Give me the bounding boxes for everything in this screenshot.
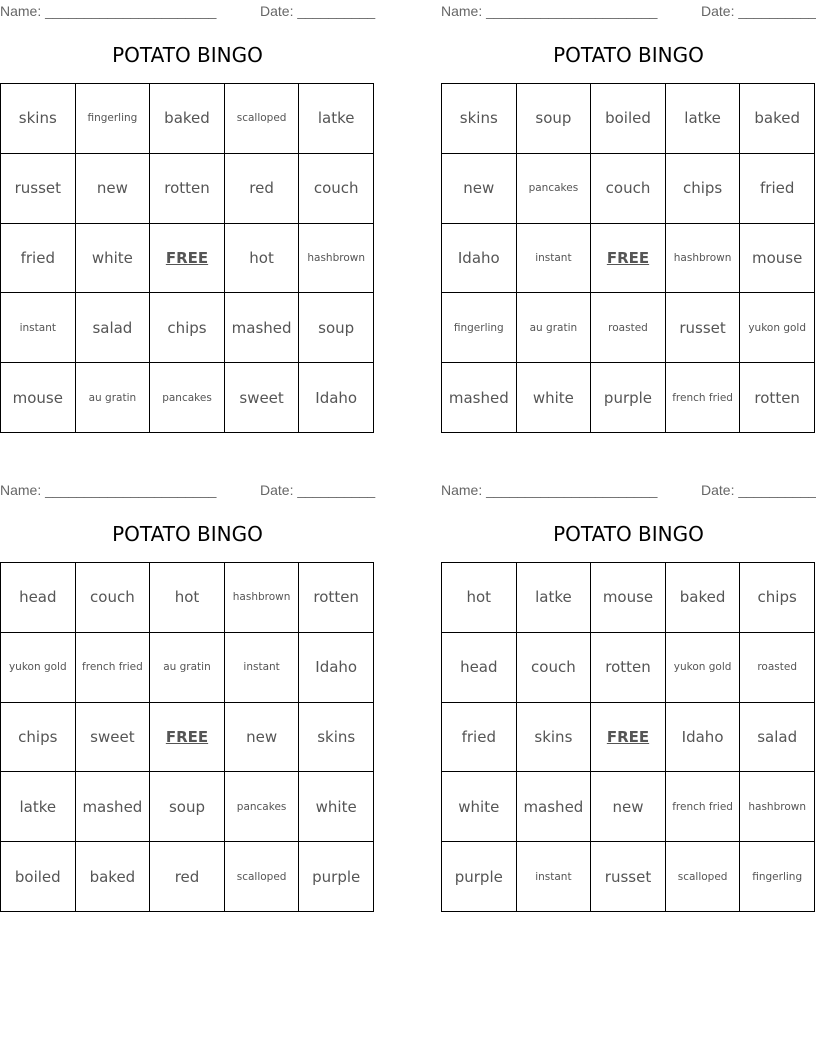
bingo-cell: baked <box>150 84 225 154</box>
bingo-cell: white <box>76 224 151 294</box>
bingo-cell: hashbrown <box>666 224 741 294</box>
bingo-cell: latke <box>517 563 592 633</box>
bingo-cell: salad <box>76 293 151 363</box>
bingo-cell: mouse <box>740 224 815 294</box>
bingo-cell: skins <box>299 703 374 773</box>
bingo-cell: sweet <box>225 363 300 433</box>
bingo-cell: purple <box>299 842 374 912</box>
bingo-cell: instant <box>1 293 76 363</box>
bingo-cell: russet <box>1 154 76 224</box>
bingo-cell: pancakes <box>225 772 300 842</box>
bingo-cell: couch <box>517 633 592 703</box>
bingo-cell: au gratin <box>150 633 225 703</box>
bingo-cell: new <box>225 703 300 773</box>
bingo-cell: new <box>591 772 666 842</box>
bingo-cell: sweet <box>76 703 151 773</box>
bingo-cell: red <box>150 842 225 912</box>
bingo-cell: skins <box>1 84 76 154</box>
bingo-cell: baked <box>666 563 741 633</box>
bingo-cell: scalloped <box>225 84 300 154</box>
bingo-cell: purple <box>442 842 517 912</box>
bingo-cell: Idaho <box>666 703 741 773</box>
bingo-cell: french fried <box>666 772 741 842</box>
bingo-cell: yukon gold <box>666 633 741 703</box>
bingo-cell: au gratin <box>76 363 151 433</box>
bingo-cell: mouse <box>591 563 666 633</box>
bingo-cell: hot <box>225 224 300 294</box>
bingo-cell: fingerling <box>76 84 151 154</box>
bingo-cell: latke <box>299 84 374 154</box>
bingo-cell: scalloped <box>225 842 300 912</box>
bingo-cell: Idaho <box>442 224 517 294</box>
bingo-cell: white <box>442 772 517 842</box>
bingo-cell: mashed <box>517 772 592 842</box>
name-field-label: Name: ______________________ <box>441 482 658 498</box>
bingo-card <box>0 0 375 440</box>
card-header <box>0 479 375 501</box>
bingo-cell: latke <box>1 772 76 842</box>
bingo-cell: couch <box>76 563 151 633</box>
bingo-cell: yukon gold <box>1 633 76 703</box>
date-field-label: Date: __________ <box>701 3 816 19</box>
bingo-cell: boiled <box>1 842 76 912</box>
bingo-cell: russet <box>591 842 666 912</box>
bingo-cell: hot <box>442 563 517 633</box>
bingo-cell: rotten <box>591 633 666 703</box>
card-title: POTATO BINGO <box>112 522 263 546</box>
bingo-cell: mouse <box>1 363 76 433</box>
bingo-cell: mashed <box>76 772 151 842</box>
bingo-cell: french fried <box>666 363 741 433</box>
card-title: POTATO BINGO <box>112 43 263 67</box>
card-title: POTATO BINGO <box>553 43 704 67</box>
bingo-cell: rotten <box>740 363 815 433</box>
bingo-cell: couch <box>299 154 374 224</box>
card-header <box>441 479 816 501</box>
bingo-cell: fried <box>740 154 815 224</box>
free-space-cell: FREE <box>150 703 225 773</box>
bingo-cell: fingerling <box>740 842 815 912</box>
bingo-cell: hashbrown <box>225 563 300 633</box>
bingo-cell: instant <box>517 842 592 912</box>
bingo-cell: fried <box>442 703 517 773</box>
bingo-cell: head <box>1 563 76 633</box>
bingo-cell: instant <box>517 224 592 294</box>
bingo-cell: rotten <box>299 563 374 633</box>
bingo-cell: au gratin <box>517 293 592 363</box>
date-field-label: Date: __________ <box>260 3 376 19</box>
free-space-cell: FREE <box>591 703 666 773</box>
bingo-cell: couch <box>591 154 666 224</box>
name-field-label: Name: ______________________ <box>0 3 217 19</box>
bingo-card <box>0 479 375 919</box>
bingo-cell: new <box>76 154 151 224</box>
bingo-cell: russet <box>666 293 741 363</box>
bingo-grid <box>0 83 374 433</box>
bingo-cell: chips <box>1 703 76 773</box>
bingo-cell: hot <box>150 563 225 633</box>
free-space-cell: FREE <box>591 224 666 294</box>
bingo-cell: white <box>517 363 592 433</box>
bingo-cell: fried <box>1 224 76 294</box>
bingo-cell: mashed <box>442 363 517 433</box>
card-header <box>0 0 375 22</box>
bingo-cell: hashbrown <box>299 224 374 294</box>
card-title: POTATO BINGO <box>553 522 704 546</box>
bingo-cell: Idaho <box>299 363 374 433</box>
bingo-cell: head <box>442 633 517 703</box>
name-field-label: Name: ______________________ <box>0 482 217 498</box>
bingo-cell: roasted <box>740 633 815 703</box>
bingo-cell: new <box>442 154 517 224</box>
bingo-cell: roasted <box>591 293 666 363</box>
date-field-label: Date: __________ <box>701 482 816 498</box>
date-field-label: Date: __________ <box>260 482 376 498</box>
bingo-cell: soup <box>517 84 592 154</box>
bingo-grid <box>0 562 374 912</box>
bingo-cell: rotten <box>150 154 225 224</box>
free-space-cell: FREE <box>150 224 225 294</box>
bingo-cell: white <box>299 772 374 842</box>
card-header <box>441 0 816 22</box>
bingo-cell: Idaho <box>299 633 374 703</box>
bingo-grid <box>441 562 815 912</box>
bingo-cell: chips <box>666 154 741 224</box>
bingo-cell: chips <box>740 563 815 633</box>
bingo-cell: hashbrown <box>740 772 815 842</box>
bingo-cell: mashed <box>225 293 300 363</box>
name-field-label: Name: ______________________ <box>441 3 658 19</box>
bingo-cell: fingerling <box>442 293 517 363</box>
bingo-card <box>441 0 816 440</box>
bingo-cell: salad <box>740 703 815 773</box>
bingo-cell: soup <box>299 293 374 363</box>
bingo-cell: french fried <box>76 633 151 703</box>
bingo-cell: baked <box>76 842 151 912</box>
bingo-cell: baked <box>740 84 815 154</box>
bingo-cell: skins <box>442 84 517 154</box>
bingo-cell: skins <box>517 703 592 773</box>
bingo-cell: purple <box>591 363 666 433</box>
bingo-card <box>441 479 816 919</box>
bingo-cell: yukon gold <box>740 293 815 363</box>
bingo-cell: pancakes <box>150 363 225 433</box>
bingo-cell: scalloped <box>666 842 741 912</box>
bingo-cell: chips <box>150 293 225 363</box>
bingo-cell: latke <box>666 84 741 154</box>
bingo-cell: boiled <box>591 84 666 154</box>
bingo-cell: instant <box>225 633 300 703</box>
bingo-cell: soup <box>150 772 225 842</box>
bingo-grid <box>441 83 815 433</box>
bingo-cell: red <box>225 154 300 224</box>
bingo-cell: pancakes <box>517 154 592 224</box>
